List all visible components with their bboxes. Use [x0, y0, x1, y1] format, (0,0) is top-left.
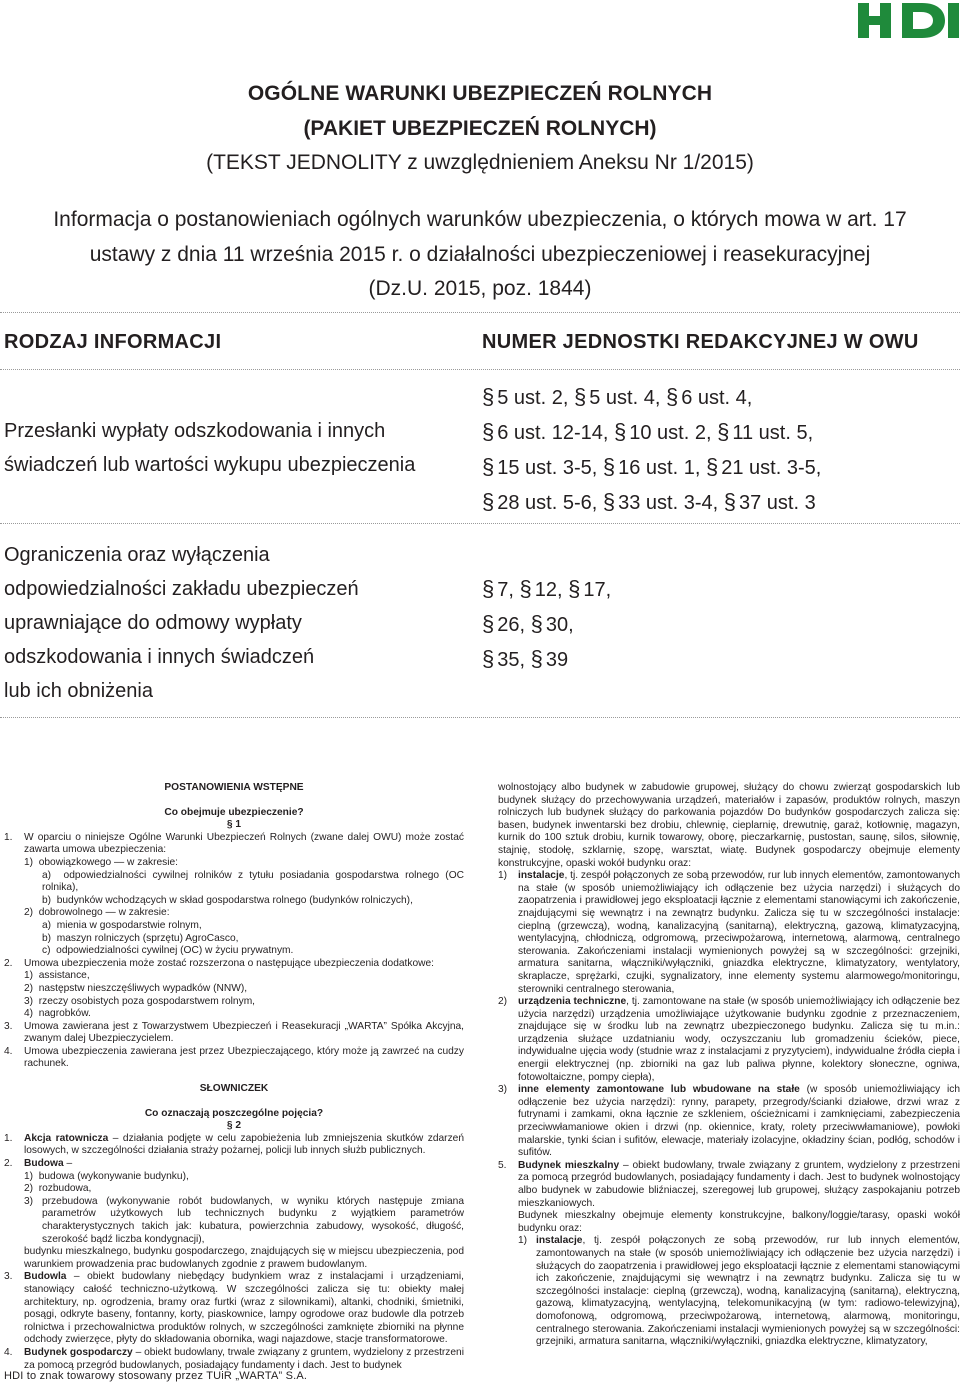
definition-text: , tj. zamontowane na stałe (w sposób uniemożliwiający ich odłączenie bez użycia narzędzi) urządzenia umożliwiające użytkowanie budynku zgodnie z przeznaczeniem, znajdujące się w środku lub na zewnątrz ubezpieczonego budynku. Zalicza się tu m.in.: urządzenia służące uzdatnianiu wody, oczyszczaniu lub gromadzeniu ścieków, piece, indywidualne ujęcia wody (studnie wraz z instalacjami z pryzytyciem), indywidualne źródła ciepła i energii elektrycznej (np. zbiorniki na gaz lub paliwa płynne, kolektory słoneczne, ogniwa, fotowoltaiczne, pompy ciepła),	[518, 996, 960, 1083]
section-icon: §	[723, 489, 736, 514]
definition-term: Budynek mieszkalny	[518, 1159, 620, 1171]
reference-line	[482, 642, 611, 677]
item-text: przebudowa (wykonywanie robót budowlanych, w wyniku których następuje zmiana parametrów użytkowych lub technicznych budynku z wyjątkiem parametrów charakterystycznych takich jak: kubatura, powierzchnia zabudowy, wysokość, długość, szerokość bądź liczba kondygnacji),	[42, 1195, 464, 1245]
definition-item	[498, 1160, 960, 1210]
section-icon: §	[530, 646, 543, 671]
section-icon: §	[482, 384, 495, 409]
definition-text: –	[63, 1158, 73, 1170]
definition-text: – obiekt budowlany, trwale związany z gruntem, wydzielony z przestrzeni za pomocą przegród budowlanych, posiadający fundamenty i dach. Jest to budynek wolnostojący albo budynek w zabudowie bliźniaczej, szeregowej lub grupowej, służący zaspokajaniu potrzeb mieszkaniowych.	[518, 1159, 960, 1209]
list-item	[498, 1235, 960, 1348]
divider	[0, 717, 960, 718]
column-header-unit-number: NUMER JEDNOSTKI REDAKCYJNEJ W OWU	[482, 331, 919, 353]
section-icon: §	[482, 419, 495, 444]
reference: 5 ust. 2,	[497, 387, 574, 409]
paragraph-number: § 2	[226, 1120, 242, 1132]
sub-sub-item: a) mienia w gospodarstwie rolnym,	[42, 919, 202, 931]
list-item	[498, 870, 960, 996]
section-icon: §	[568, 576, 581, 601]
document-subtitle: (PAKIET UBEZPIECZEŃ ROLNYCH)	[303, 117, 657, 140]
sub-item: 2) dobrowolnego — w zakresie:	[24, 907, 170, 919]
item-number: 3.	[4, 1271, 13, 1283]
section-icon: §	[602, 454, 616, 479]
section-icon: §	[519, 576, 532, 601]
section-heading: POSTANOWIENIA WSTĘPNE	[164, 782, 304, 793]
reference: 21 ust. 3-5,	[721, 457, 822, 479]
section-icon: §	[717, 419, 730, 444]
intro-line: ustawy z dnia 11 września 2015 r. o działalności ubezpieczeniowej i reasekuracyjnej	[89, 242, 871, 266]
row1-unit-references	[482, 380, 821, 520]
sub-sub-item: b) budynków wchodzących w skład gospodarstwa rolnego (budynków rolniczych),	[42, 894, 413, 906]
definition-text: (w sposób uniemożliwiający ich odłączenie bez użycia narzędzi): rynny, parapety, przegrody/ścianki działowe, drzwi wraz z futrynami i zamkami, okna łącznie ze szkleniem, ościeżnicami i zamknięciami, zabezpieczenia przeciwwłamaniowe okien i drzwi (np. okiennice, kraty, rolety przeciwwłamaniowe), powłoki malarskie, tynki ścian i sufitów, elewacje, materiały izolacyjne, okładziny ścian, podłóg, schodów i sufitów.	[518, 1084, 960, 1159]
definition-text: – obiekt budowlany niebędący budynkiem wraz z instalacjami i urządzeniami, stanowiący całość techniczno-użytkową. W szczególności zalicza się tu: obiekty małej architektury, np. ogrodzenia, bramy oraz furtki (wraz z silownikami), altanki, chodniki, śmietniki, posągi, odkryte baseny, fontanny, korty, piaskownice, lampy ogrodowe oraz budowle dla potrzeb rolnictwa i przechowalnictwa produktów rolnych, w szczególności zamknięte zbiorniki na płynne odchody zwierzęce, płyty do składowania obornika, wagi najazdowe, stacje transformatorowe.	[24, 1271, 464, 1346]
definition-item	[4, 1158, 464, 1171]
item-number: 4.	[4, 1045, 13, 1057]
reference: 35,	[497, 649, 531, 671]
definition-term: instalacje	[518, 870, 565, 882]
row-text-line: uprawniające do odmowy wypłaty	[4, 612, 302, 634]
section-heading: SŁOWNICZEK	[199, 1083, 269, 1095]
reference-line	[482, 607, 611, 642]
item-number: 1)	[498, 870, 508, 882]
item-number: 1.	[4, 831, 13, 843]
definition-item	[4, 1347, 464, 1372]
reference: 30,	[545, 614, 574, 636]
item-number: 4.	[4, 1346, 13, 1358]
row-text-line: Ograniczenia oraz wyłączenia	[4, 544, 270, 566]
section-icon: §	[482, 454, 495, 479]
reference: 7,	[497, 579, 520, 601]
row2-unit-references	[482, 572, 611, 677]
divider	[0, 312, 960, 313]
definition-text: – działania podjęte w celu zapobieżenia lub zmniejszenia skutków zdarzeń losowych, w szczególności działania straży pożarnej, policji lub innych służb publicznych.	[24, 1132, 464, 1157]
reference: 17,	[583, 579, 612, 601]
intro-line: (Dz.U. 2015, poz. 1844)	[368, 277, 592, 300]
item-text: Umowa ubezpieczenia może zostać rozszerzona o następujące ubezpieczenia dodatkowe:	[24, 957, 435, 969]
section-icon: §	[482, 489, 495, 514]
item-text: W oparciu o niniejsze Ogólne Warunki Ubezpieczeń Rolnych (zwane dalej OWU) może zostać zawarta umowa ubezpieczenia:	[24, 831, 464, 856]
hdi-logo	[856, 0, 960, 40]
column-header-info-type: RODZAJ INFORMACJI	[4, 331, 222, 353]
list-item	[4, 1021, 464, 1046]
reference: 37 ust. 3	[739, 492, 816, 514]
reference-line	[482, 485, 821, 520]
item-text: Umowa ubezpieczenia zawierana jest przez Ubezpieczającego, który może ją zawrzeć na cudzy rachunek.	[24, 1045, 464, 1070]
section-icon: §	[573, 384, 587, 409]
section-icon: §	[530, 611, 543, 636]
list-item	[4, 1046, 464, 1071]
reference: 6 ust. 12-14,	[497, 422, 614, 444]
sub-item	[4, 1196, 464, 1246]
reference: 6 ust. 4,	[681, 387, 753, 409]
definition-term: Akcja ratownicza	[24, 1132, 109, 1144]
divider	[0, 369, 960, 370]
sub-item: 2) rozbudowa,	[24, 1183, 92, 1195]
section-icon: §	[665, 384, 679, 409]
sub-item: 2) następstw nieszczęśliwych wypadków (NNW),	[24, 982, 248, 994]
reference: 33 ust. 3-4,	[618, 492, 724, 514]
reference: 11 ust. 5,	[732, 422, 814, 444]
section-icon: §	[482, 611, 495, 636]
definition-item	[4, 1271, 464, 1347]
definition-continuation: budynku mieszkalnego, budynku gospodarczego, znajdujących się w miejscu ubezpieczenia, pod warunkiem prowadzenia prac budowlanych zgodnie z prawem budowlanym.	[24, 1246, 464, 1270]
reference: 28 ust. 5-6,	[497, 492, 603, 514]
item-number: 2)	[498, 996, 508, 1008]
section-icon: §	[705, 454, 719, 479]
item-number: 5.	[498, 1159, 507, 1171]
list-item	[498, 1084, 960, 1160]
list-item	[4, 832, 464, 857]
definition-text: , tj. zespół połączonych ze sobą przewodów, rur lub innych elementów, zamontowanych na stałe (w sposób uniemożliwiający ich odłączenie bez użycia narzędzi) i służących do zaopatrzenia i prawidłowej jego eksploatacji łącznie z elementami stanowiącymi ich zakończenie, znajdującymi się wewnątrz i na zewnątrz budynku. Zalicza się tu w szczególności instalacje: cieplną (grzewczą), wodną, kanalizacyjną (sanitarną), elektryczną, gazową, klimatyzacyjną, wentylacyjną, telekomunikacyjną (w tym: radiowo-telewizyjną), domofonową, odgromową, przeciwpożarową, internetową, alarmową, monitoringu, centralnego sterowania. Zakończeniami instalacji wymienionych powyżej są w szczególności: grzejniki, armatura sanitarna, włączniki/wyłączniki, gniazdka elektryczne, klimatyzatory,	[536, 1235, 960, 1348]
reference-line	[482, 572, 611, 607]
body-left-column	[4, 782, 464, 1372]
divider	[0, 523, 960, 524]
definition-item	[4, 1133, 464, 1158]
reference-line	[482, 450, 821, 485]
reference: 39	[545, 649, 569, 671]
section-icon: §	[602, 489, 616, 514]
section-question: Co obejmuje ubezpieczenie?	[164, 806, 304, 818]
sub-sub-item: c) odpowiedzialności cywilnej (OC) w życiu prywatnym.	[42, 945, 294, 957]
reference-line	[482, 415, 821, 450]
sub-item: 1) budowa (wykonywanie budynku),	[24, 1170, 189, 1182]
item-number: 3)	[498, 1084, 508, 1096]
footer-trademark-note: HDI to znak towarowy stosowany przez TUiR „WARTA” S.A.	[4, 1370, 308, 1382]
document-edition: (TEKST JEDNOLITY z uwzględnieniem Aneksu Nr 1/2015)	[206, 151, 754, 174]
definition-term: instalacje	[536, 1235, 583, 1247]
reference: 12,	[534, 579, 569, 601]
document-title: OGÓLNE WARUNKI UBEZPIECZEŃ ROLNYCH	[247, 82, 713, 105]
paragraph-number: § 1	[226, 819, 242, 831]
item-number: 3.	[4, 1020, 13, 1032]
sub-sub-item: b) maszyn rolniczych (sprzętu) AgroCasco,	[42, 932, 239, 944]
item-number: 1.	[4, 1132, 13, 1144]
intro-text	[0, 203, 960, 307]
paragraph: wolnostojący albo budynek w zabudowie grupowej, służący do chowu zwierząt gospodarskich lub budynek służący do przechowywania urządzeń, materiałów i zapasów, produktów rolnych, maszyn rolniczych lub budynek służący do parkowania pojazdów Do budynków gospodarczych zalicza się: basen, budynek inwentarski bez drobiu, chlewnię, cieplarnię, drewutnię, garaż, kotłownię, magazyn, kurnik do 100 sztuk drobiu, kurnik towarowy, oborę, pieczarkarnię, pustostan, saunę, silos, siłownię, stajnię, stodołę, szklarnię, szopę, warsztat, wiatę. Budynek gospodarczy obejmuje elementy konstrukcyjne, opaski wokół budynku oraz:	[498, 782, 960, 869]
row1-info-type	[4, 414, 415, 482]
definition-term: Budowla	[24, 1271, 67, 1283]
sub-item: 1) obowiązkowego — w zakresie:	[24, 856, 179, 868]
list-item	[4, 958, 464, 971]
sub-item: 4) nagrobków.	[24, 1008, 91, 1020]
definition-text: – obiekt budowlany, trwale związany z gruntem, wydzielony z przestrzeni za pomocą przegród budowlanych, posiadający fundamenty i dach. Jest to budynek	[24, 1346, 464, 1371]
item-text: Umowa zawierana jest z Towarzystwem Ubezpieczeń i Reasekuracji „WARTA” Spółka Akcyjna, zwanym dalej Ubezpieczycielem.	[24, 1020, 464, 1045]
row2-info-type	[4, 538, 359, 708]
definition-term: inne elementy zamontowane lub wbudowane na stałe	[518, 1084, 800, 1096]
paragraph: Budynek mieszkalny obejmuje elementy konstrukcyjne, balkony/loggie/tarasy, opaski wokół budynku oraz:	[518, 1210, 960, 1234]
reference: 15 ust. 3-5,	[497, 457, 603, 479]
sub-item: 1) assistance,	[24, 970, 90, 982]
section-icon: §	[482, 646, 495, 671]
definition-term: Budynek gospodarczy	[24, 1346, 133, 1358]
sub-item: 3) rzeczy osobistych poza gospodarstwem rolnym,	[24, 995, 256, 1007]
item-number: 2.	[4, 957, 13, 969]
reference: 26,	[497, 614, 531, 636]
item-number: 1)	[518, 1235, 528, 1247]
row-text-line: Przesłanki wypłaty odszkodowania i innych	[4, 420, 386, 442]
item-number: 3)	[24, 1195, 34, 1207]
reference: 10 ust. 2,	[629, 422, 718, 444]
section-icon: §	[482, 576, 495, 601]
reference: 5 ust. 4,	[589, 387, 666, 409]
intro-line: Informacja o postanowieniach ogólnych warunków ubezpieczenia, o których mowa w art. 17	[53, 208, 907, 231]
row-text-line: lub ich obniżenia	[4, 680, 153, 702]
section-question: Co oznaczają poszczególne pojęcia?	[144, 1107, 324, 1119]
section-icon: §	[614, 419, 627, 444]
list-item	[498, 996, 960, 1084]
reference-line	[482, 380, 821, 415]
definition-term: urządzenia techniczne	[518, 996, 627, 1008]
body-right-column	[498, 782, 960, 1349]
definition-term: Budowa	[24, 1158, 64, 1170]
reference: 16 ust. 1,	[618, 457, 706, 479]
row-text-line: odpowiedzialności zakładu ubezpieczeń	[4, 578, 359, 600]
definition-text: , tj. zespół połączonych ze sobą przewodów, rur lub innych elementów, zamontowanych na stałe (w sposób uniemożliwiający ich odłączenie bez użycia narzędzi) i służących do zaopatrzenia i prawidłowej jego eksploatacji łącznie z elementami stanowiącymi ich zakończenie, znajdującymi się wewnątrz i na zewnątrz budynku. Zalicza się tu w szczególności instalacje: cieplną (grzewczą), wodną, kanalizacyjną (sanitarną), elektryczną, gazową, klimatyzacyjną, wentylacyjną, chłodniczą, odgromową, przeciwpożarową, internetową, alarmową, centralnego sterowania. Zakończeniami instalacji wymienionych powyżej są w szczególności: grzejniki, armatura sanitarna, włączniki/wyłączniki, gniazdka elektryczne, klimatyzatory, wentylatory, skraplacze, sprężarki, czujki, sygnalizatory, inne elementy systemu alarmowego/monitoringu, sterowniki centralnego sterowania,	[518, 870, 960, 995]
row-text-line: świadczeń lub wartości wykupu ubezpieczenia	[4, 454, 416, 476]
row-text-line: odszkodowania i innych świadczeń	[4, 646, 315, 668]
item-number: 2.	[4, 1158, 13, 1170]
sub-sub-item: a) odpowiedzialności cywilnej rolników z tytułu posiadania gospodarstwa rolnego (OC rolnika),	[42, 869, 464, 894]
